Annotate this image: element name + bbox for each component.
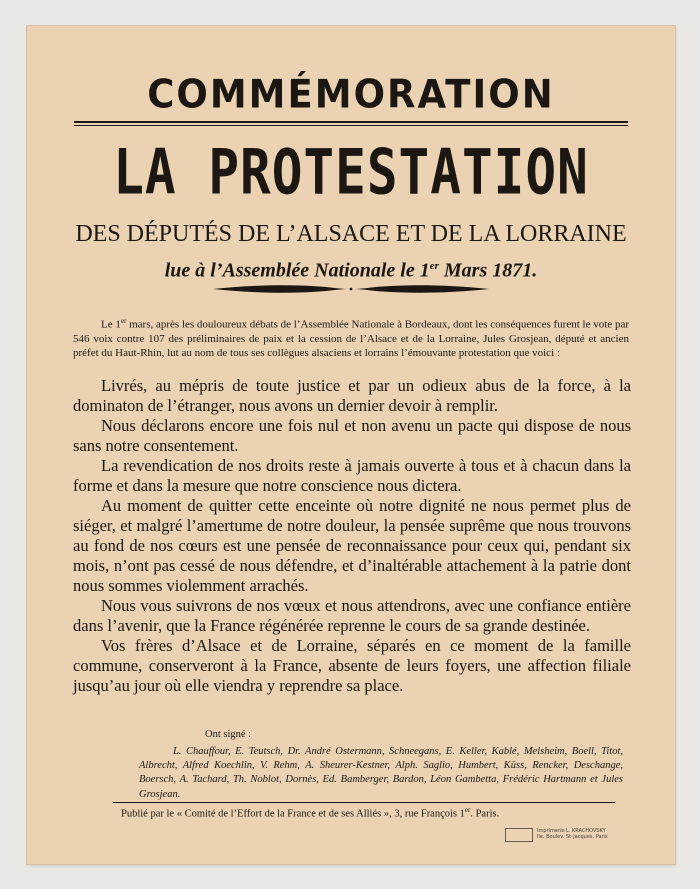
printer-line-1: Imprimerie L. KRACHOVSKY [537, 828, 606, 834]
poster [27, 26, 675, 864]
poster-title: LA PROTESTATION [113, 137, 589, 210]
headline: COMMÉMORATION [147, 71, 555, 118]
subtitle: DES DÉPUTÉS DE L’ALSACE ET DE LA LORRAINE [75, 221, 627, 247]
publisher-footer: Publié par le « Comité de l’Effort de la France et de ses Alliés », 3, rue François 1er. Paris. [121, 806, 500, 820]
protestation-paragraph-2: Nous déclarons encore une fois nul et non avenu un pacte qui dispose de nous sans notre consentement. [73, 416, 631, 455]
protestation-paragraph-3: La revendication de nos droits reste à jamais ouverte à tous et à chacun dans la forme et dans la mesure que notre conscience nous dictera. [73, 456, 631, 495]
protestation-paragraph-5: Nous vous suivrons de nos vœux et nous attendrons, avec une confiance entière dans l’avenir, que la France régénérée reprenne le cours de sa grande destinée. [73, 596, 631, 635]
signatories-list: L. Chauffour, E. Teutsch, Dr. André Ostermann, Schneegans, E. Keller, Kablé, Melsheim, Boell, Titot, Albrecht, Alfred Koechlin, V. Rehm, A. Sheurer-Kestner, Alph. Saglio, Humbert, Küss, Rencker, Deschange, Boersch, A. Tachard, Th. Noblot, Dornès, Ed. Bamberger, Bardon, Léon Gambetta, Frédéric Hartmann et Jules Grosjean. [139, 746, 623, 800]
printer-mark-icon [505, 828, 533, 842]
protestation-paragraph-6: Vos frères d’Alsace et de Lorraine, séparés en ce moment de la famille commune, conserveront à la France, absente de leurs foyers, une affection filiale jusqu’au jour où elle viendra y reprendre sa place. [73, 636, 631, 695]
footer-rule [113, 802, 615, 803]
printer-stamp [505, 824, 608, 846]
printer-line-2: Ile, Boulev. St-Jacques, Paris [537, 834, 608, 840]
protestation-paragraph-4: Au moment de quitter cette enceinte où notre dignité ne nous permet plus de siéger, et malgré l’amertume de notre douleur, la pensée suprême que nous trouvons au fond de nos cœurs est une pensée de reconnaissance pour ceux qui, pendant six mois, n’ont pas cessé de nous défendre, et d’inaltérable attachement à la patrie dont nous sommes violemment arrachés. [73, 496, 631, 595]
headline-rule-thin [74, 125, 628, 126]
signed-label: Ont signé : [205, 729, 252, 740]
reading-date: lue à l’Assemblée Nationale le 1er Mars 1871. [164, 259, 538, 282]
protestation-text [73, 376, 631, 696]
protestation-paragraph-1: Livrés, au mépris de toute justice et par un odieux abus de la force, à la dominaton de l’étranger, nous avons un dernier devoir à remplir. [73, 376, 631, 415]
intro-paragraph: Le 1er mars, après les douloureux débats de l’Assemblée Nationale à Bordeaux, dont les conséquences furent le vote par 546 voix contre 107 des préliminaires de paix et la cession de l’Alsace et de la Lorraine, Jules Grosjean, député et ancien préfet du Haut-Rhin, lut au nom de tous ses collègues alsaciens et lorrains l’émouvante protestation que voici : [73, 317, 629, 360]
ornament-divider [211, 281, 491, 297]
headline-rule-thick [74, 121, 628, 123]
